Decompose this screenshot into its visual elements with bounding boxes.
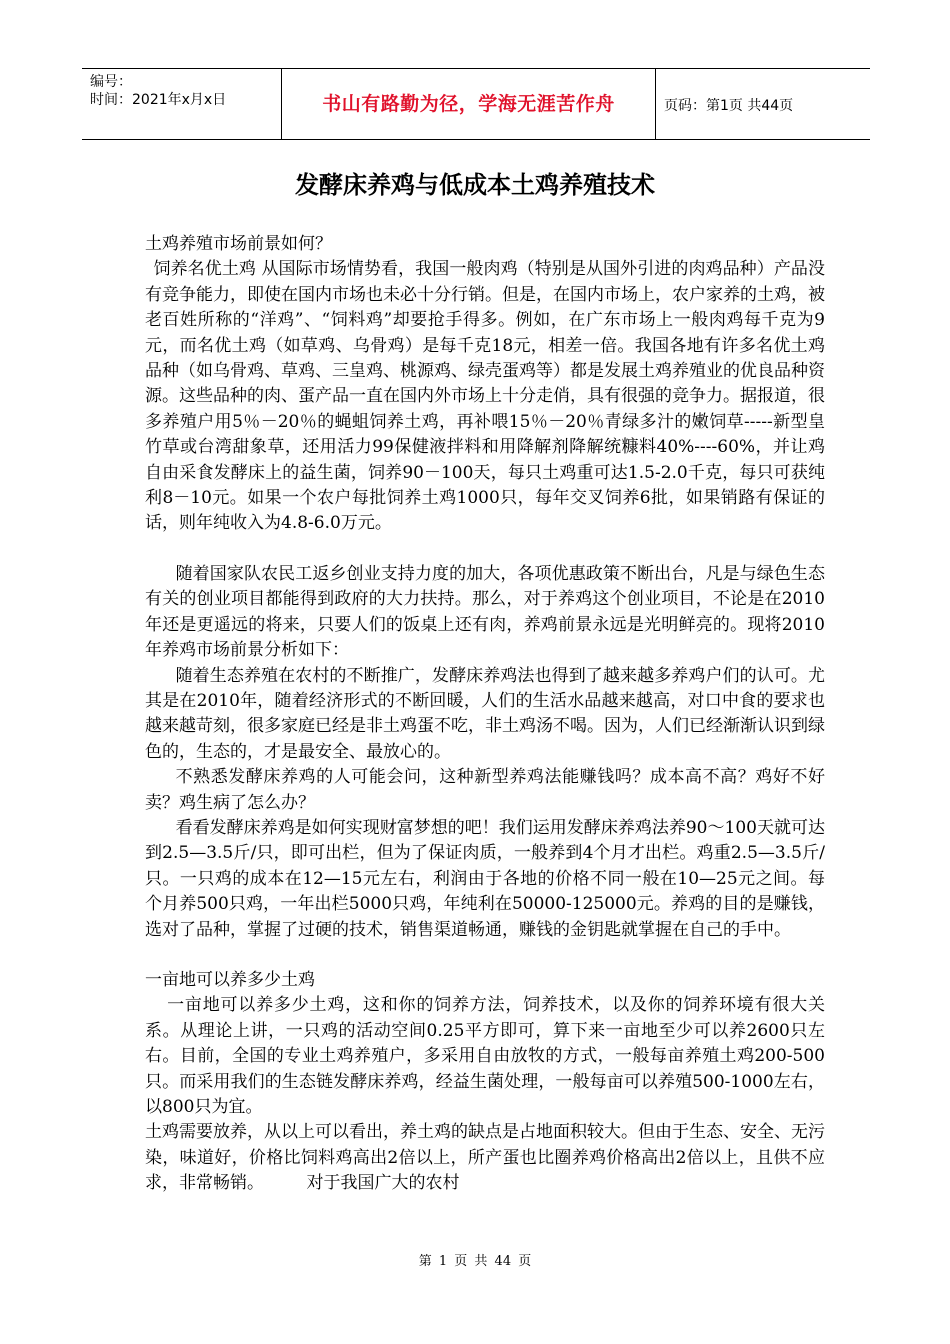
- document-title: 发酵床养鸡与低成本土鸡养殖技术: [295, 171, 655, 199]
- section-heading-acreage: 一亩地可以养多少土鸡: [145, 969, 315, 990]
- body-paragraph: 一亩地可以养多少土鸡，这和你的饲养方法，饲养技术，以及你的饲养环境有很大关系。从理论上讲，一只鸡的活动空间0.25平方即可，算下来一亩地至少可以养2600只左右。目前，全国的专业土鸡养殖户，多采用自由放牧的方式，一般每亩养殖土鸡200-500只。而采用我们的生态链发酵床养鸡，经益生菌处理，一般每亩可以养殖500-1000左右，以800只为宜。: [145, 995, 825, 1117]
- body-paragraph: 饲养名优土鸡 从国际市场情势看，我国一般肉鸡（特别是从国外引进的肉鸡品种）产品没有竞争能力，即使在国内市场也未必十分行销。但是，在国内市场上，农户家养的土鸡，被老百姓所称的“洋鸡”、“饲料鸡”却要抢手得多。例如，在广东市场上一般肉鸡每千克为9元，而名优土鸡（如草鸡、乌骨鸡）是每千克18元，相差一倍。我国各地有许多名优土鸡品种（如乌骨鸡、草鸡、三皇鸡、桃源鸡、绿壳蛋鸡等）都是发展土鸡养殖业的优良品种资源。这些品种的肉、蛋产品一直在国内外市场上十分走俏，具有很强的竞争力。据报道，很多养殖户用5％－20％的蝇蛆饲养土鸡，再补喂15％－20％青绿多汁的嫩饲草-----新型皇竹草或台湾甜象草，还用活力99保健液拌料和用降解剂降解统糠料40%----60%，并让鸡自由采食发酵床上的益生菌，饲养90－100天，每只土鸡重可达1.5-2.0千克，每只可获纯利8－10元。如果一个农户每批饲养土鸡1000只，每年交叉饲养6批，如果销路有保证的话，则年纯收入为4.8-6.0万元。: [145, 259, 825, 534]
- header-date-label: 时间：2021年x月x日: [90, 92, 227, 108]
- header-meta: [90, 73, 280, 109]
- header-divider: [655, 69, 656, 139]
- paragraph-gap: [145, 537, 825, 562]
- body-paragraph: 土鸡需要放养，从以上可以看出，养土鸡的缺点是占地面积较大。但由于生态、安全、无污染，味道好，价格比饲料鸡高出2倍以上，所产蛋也比圈养鸡价格高出2倍以上，且供不应求，非常畅销。 对于我国广大的农村: [145, 1122, 825, 1194]
- body-paragraph: 不熟悉发酵床养鸡的人可能会问，这种新型养鸡法能赚钱吗？成本高不高？鸡好不好卖？鸡生病了怎么办？: [145, 767, 825, 813]
- header-table: [82, 68, 870, 140]
- body-paragraph: 看看发酵床养鸡是如何实现财富梦想的吧！我们运用发酵床养鸡法养90～100天就可达到2.5—3.5斤/只，即可出栏，但为了保证肉质，一般养到4个月才出栏。鸡重2.5—3.5斤/只。一只鸡的成本在12—15元左右，利润由于各地的价格不同一般在10—25元之间。每个月养500只鸡，一年出栏5000只鸡，年纯利在50000-125000元。养鸡的目的是赚钱，选对了品种，掌握了过硬的技术，销售渠道畅通，赚钱的金钥匙就掌握在自己的手中。: [145, 817, 825, 940]
- header-number-label: 编号：: [90, 74, 132, 90]
- header-motto: 书山有路勤为径，学海无涯苦作舟: [322, 93, 615, 115]
- body-paragraph: 随着国家队农民工返乡创业支持力度的加大，各项优惠政策不断出台，凡是与绿色生态有关的创业项目都能得到政府的大力扶持。那么，对于养鸡这个创业项目，不论是在2010年还是更遥远的将来，只要人们的饭桌上还有肉，养鸡前景永远是光明鲜亮的。现将2010年养鸡市场前景分析如下：: [145, 563, 825, 661]
- page-footer: 第 1 页 共 44 页: [418, 1254, 532, 1269]
- paragraph-gap: [145, 943, 825, 968]
- body-paragraph: 随着生态养殖在农村的不断推广，发酵床养鸡法也得到了越来越多养鸡户们的认可。尤其是在2010年，随着经济形式的不断回暖，人们的生活水品越来越高，对口中食的要求也越来越苛刻，很多家庭已经是非土鸡蛋不吃，非土鸡汤不喝。因为，人们已经渐渐认识到绿色的，生态的，才是最安全、最放心的。: [145, 665, 825, 762]
- section-heading-market: 土鸡养殖市场前景如何？: [145, 234, 332, 254]
- document-body: [145, 232, 825, 1197]
- header-page-info: 页码：第1页 共44页: [664, 98, 794, 114]
